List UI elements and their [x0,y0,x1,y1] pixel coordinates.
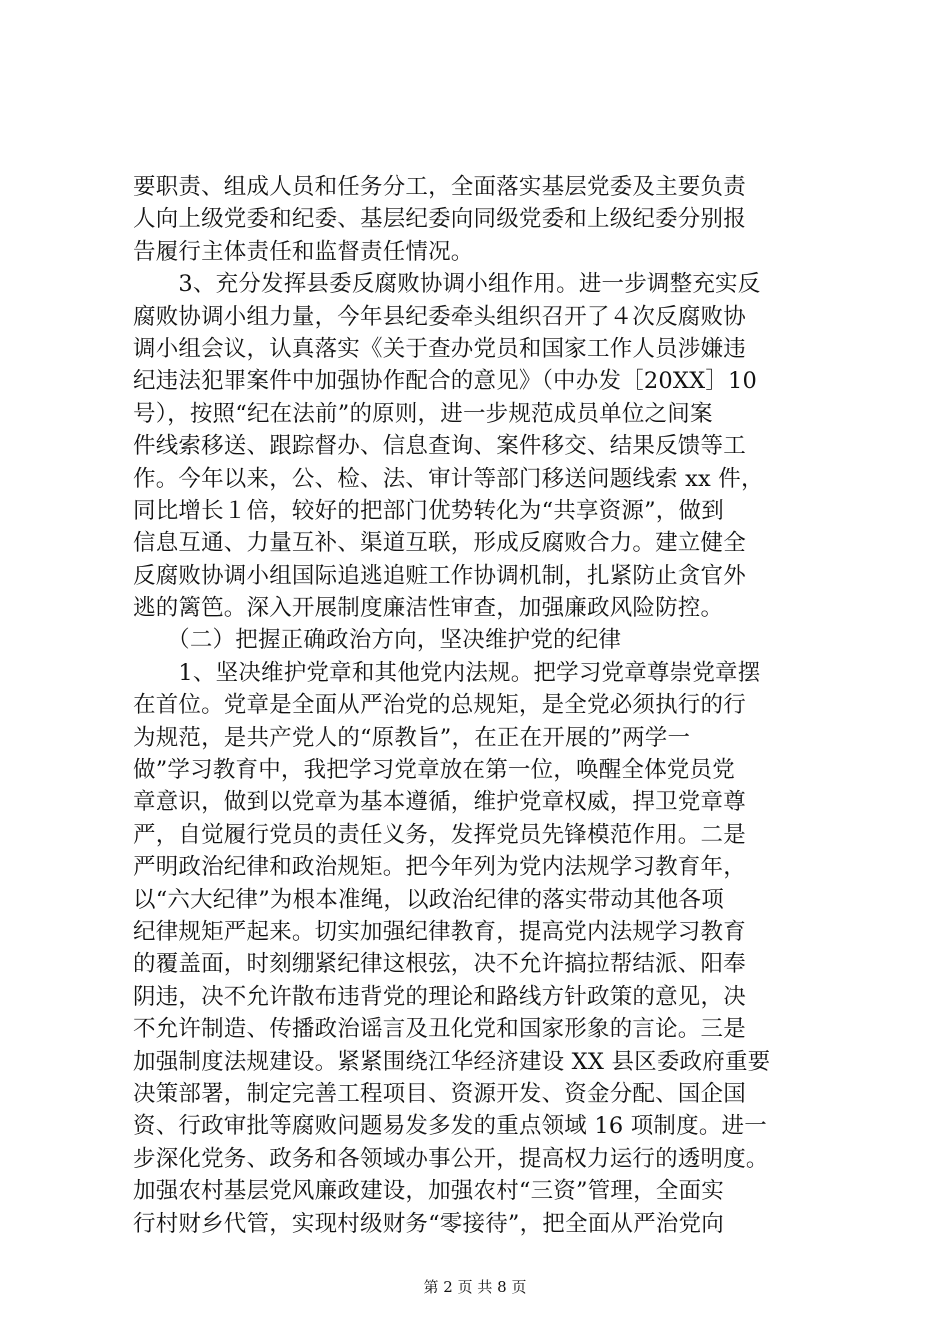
text-line: 1、坚决维护党章和其他党内法规。把学习党章尊崇党章摆 [133,659,761,686]
text-line: 同比增长１倍，较好的把部门优势转化为“共享资源”，做到 [133,497,724,524]
text-line: 阴违，决不允许散布违背党的理论和路线方针政策的意见，决 [133,983,746,1010]
text-line: 行村财乡代管，实现村级财务“零接待”，把全面从严治党向 [133,1210,724,1237]
text-line: 3、充分发挥县委反腐败协调小组作用。进一步调整充实反 [133,271,761,298]
text-line: 号），按照“纪在法前”的原则，进一步规范成员单位之间案 [133,400,713,427]
document-body [133,171,845,1240]
text-line: 严，自觉履行党员的责任义务，发挥党员先锋模范作用。二是 [133,821,746,848]
text-line: 加强农村基层党风廉政建设，加强农村“三资”管理，全面实 [133,1178,724,1205]
text-line: 章意识，做到以党章为基本遵循，维护党章权威，捍卫党章尊 [133,789,746,816]
text-line: 信息互通、力量互补、渠道互联，形成反腐败合力。建立健全 [133,530,746,557]
text-line: 在首位。党章是全面从严治党的总规矩，是全党必须执行的行 [133,692,746,719]
text-line: 步深化党务、政务和各领域办事公开，提高权力运行的透明度。 [133,1145,769,1172]
text-line: 逃的篱笆。深入开展制度廉洁性审查，加强廉政风险防控。 [133,595,724,622]
text-line: 为规范，是共产党人的“原教旨”，在正在开展的”两学一 [133,724,691,751]
text-line: 不允许制造、传播政治谣言及丑化党和国家形象的言论。三是 [133,1016,746,1043]
text-line: 资、行政审批等腐败问题易发多发的重点领域 16 项制度。进一 [133,1113,767,1140]
text-line: 反腐败协调小组国际追逃追赃工作协调机制，扎紧防止贪官外 [133,562,746,589]
text-line: 以“六大纪律”为根本准绳，以政治纪律的落实带动其他各项 [133,886,724,913]
text-line: （二）把握正确政治方向，坚决维护党的纪律 [133,627,622,654]
text-line: 件线索移送、跟踪督办、信息查询、案件移交、结果反馈等工 [133,433,746,460]
text-line: 加强制度法规建设。紧紧围绕江华经济建设 XX 县区委政府重要 [133,1048,771,1075]
text-line: 告履行主体责任和监督责任情况。 [133,238,474,265]
text-line: 做”学习教育中，我把学习党章放在第一位，唤醒全体党员党 [133,757,735,784]
text-line: 要职责、组成人员和任务分工，全面落实基层党委及主要负责 [133,174,746,200]
text-line: 调小组会议，认真落实《关于查办党员和国家工作人员涉嫌违 [133,335,746,362]
text-line: 人向上级党委和纪委、基层纪委向同级党委和上级纪委分别报 [133,206,746,233]
text-line: 纪违法犯罪案件中加强协作配合的意见》（中办发［20XX］10 [133,368,758,395]
text-line: 纪律规矩严起来。切实加强纪律教育，提高党内法规学习教育 [133,918,746,945]
page-footer: 第 2 页 共 8 页 [423,1278,527,1296]
text-line: 作。今年以来，公、检、法、审计等部门移送问题线索 xx 件， [133,465,764,492]
text-line: 严明政治纪律和政治规矩。把今年列为党内法规学习教育年， [133,854,746,881]
text-line: 决策部署，制定完善工程项目、资源开发、资金分配、国企国 [133,1080,746,1107]
text-line: 腐败协调小组力量，今年县纪委牵头组织召开了４次反腐败协 [133,303,746,330]
text-line: 的覆盖面，时刻绷紧纪律这根弦，决不允许搞拉帮结派、阳奉 [133,951,746,978]
